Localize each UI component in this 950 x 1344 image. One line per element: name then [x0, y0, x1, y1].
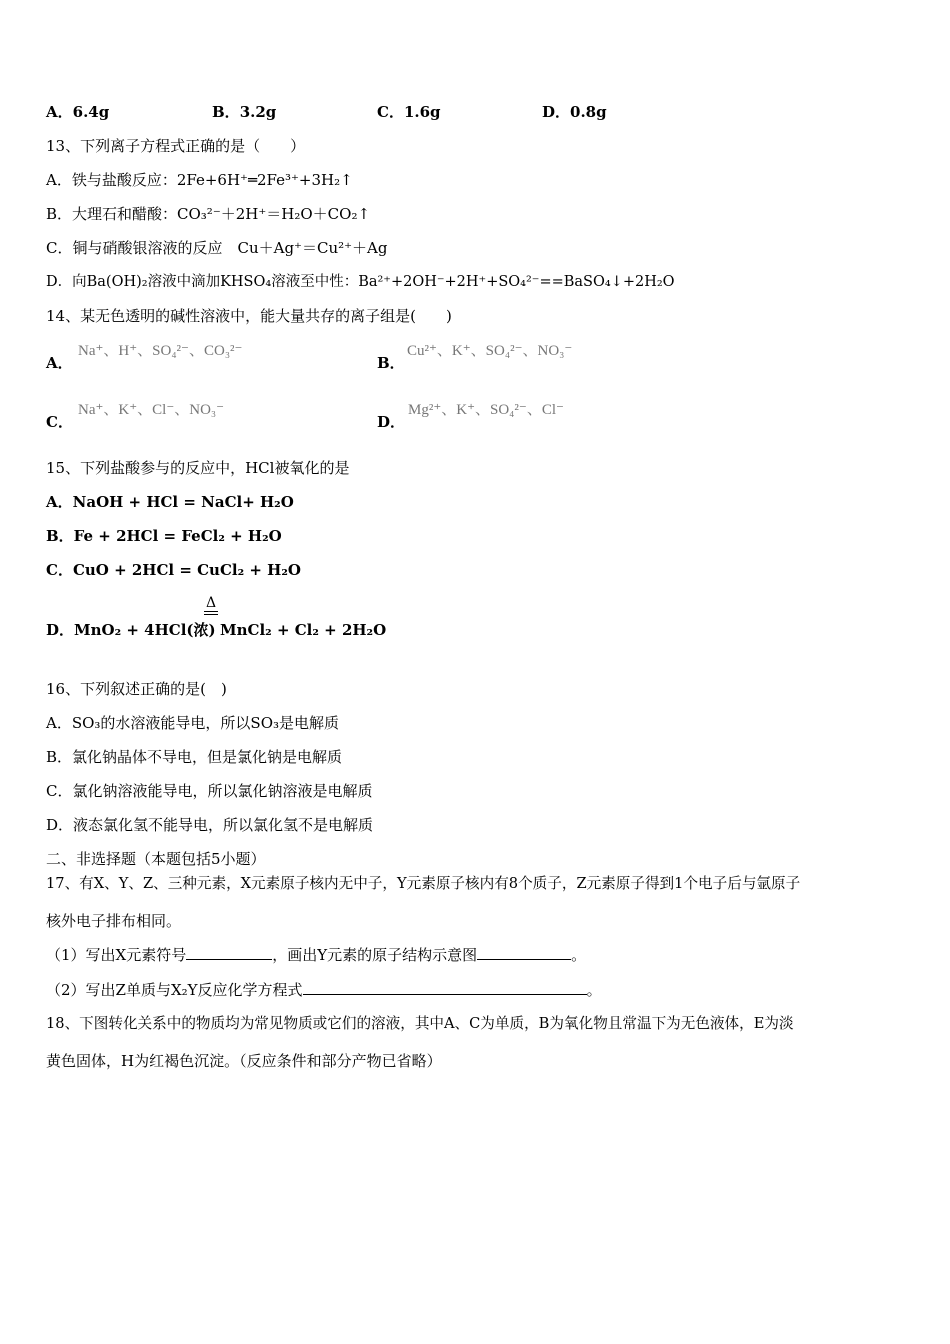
q17-part-1-middle: ，画出Y元素的原子结构示意图: [272, 946, 478, 964]
option-letter: D．: [542, 103, 571, 121]
q15-option-d-right: MnCl₂ + Cl₂ + 2H₂O: [220, 621, 387, 639]
q12-option-d: [542, 102, 607, 122]
q16-option-b: B．氯化钠晶体不导电，但是氯化钠是电解质: [46, 748, 343, 766]
q14-option-d-ions: Mg²⁺、K⁺、SO₄²⁻、Cl⁻: [408, 402, 564, 418]
q14-option-b-ions: Cu²⁺、K⁺、SO₄²⁻、NO₃⁻: [407, 343, 573, 359]
q15-option-b: B．Fe + 2HCl = FeCl₂ + H₂O: [46, 527, 282, 545]
q14-option-a-letter: A．: [46, 354, 73, 372]
heat-condition: [202, 596, 220, 615]
answer-blank-3[interactable]: [303, 980, 587, 995]
q15-stem: 15、下列盐酸参与的反应中，HCl被氧化的是: [46, 459, 350, 477]
option-letter: B．: [212, 103, 240, 121]
option-text: 3.2g: [239, 103, 277, 121]
option-text: 1.6g: [403, 103, 441, 121]
q17-part-1-prefix: （1）写出X元素符号: [46, 946, 187, 964]
q17-line-1: 17、有X、Y、Z、三种元素，X元素原子核内无中子，Y元素原子核内有8个质子，Z元素原子得到1个电子后与氩原子: [46, 875, 801, 892]
q16-option-d: D．液态氯化氢不能导电，所以氯化氢不是电解质: [46, 816, 374, 834]
q16-stem: 16、下列叙述正确的是( ): [46, 680, 227, 698]
q14-option-b-letter: B．: [377, 354, 405, 372]
q14-option-d-letter: D．: [377, 413, 406, 431]
q14-stem: 14、某无色透明的碱性溶液中，能大量共存的离子组是( ): [46, 307, 452, 325]
q12-option-b: [212, 102, 276, 122]
q17-part-1-end: 。: [571, 946, 587, 964]
q17-part-2-end: 。: [586, 981, 602, 999]
option-text: 6.4g: [72, 103, 110, 121]
q13-option-a: A．铁与盐酸反应：2Fe+6H⁺═2Fe³⁺+3H₂↑: [46, 171, 353, 189]
q14-option-a-ions: Na⁺、H⁺、SO₄²⁻、CO₃²⁻: [78, 343, 243, 359]
q13-option-b: B．大理石和醋酸：CO₃²⁻＋2H⁺＝H₂O＋CO₂↑: [46, 205, 371, 223]
q17-part-2: [46, 980, 602, 1000]
q15-option-a: A．NaOH + HCl = NaCl+ H₂O: [46, 493, 294, 511]
answer-blank-1[interactable]: [186, 945, 272, 960]
q18-line-1: 18、下图转化关系中的物质均为常见物质或它们的溶液，其中A、C为单质，B为氧化物且常温下为无色液体，E为淡: [46, 1015, 794, 1032]
q15-option-c: C．CuO + 2HCl = CuCl₂ + H₂O: [46, 561, 301, 579]
q13-stem: 13、下列离子方程式正确的是（ ）: [46, 137, 306, 155]
option-text: 0.8g: [570, 103, 607, 121]
q16-option-c: C．氯化钠溶液能导电，所以氯化钠溶液是电解质: [46, 782, 373, 800]
q15-option-d-left: D．MnO₂ + 4HCl(浓): [46, 621, 216, 639]
q14-option-c-letter: C．: [46, 413, 73, 431]
q12-option-c: [377, 102, 441, 122]
q13-option-d: D．向Ba(OH)₂溶液中滴加KHSO₄溶液至中性：Ba²⁺+2OH⁻+2H⁺+SO₄²⁻==BaSO₄↓+2H₂O: [46, 274, 675, 290]
option-letter: A．: [46, 103, 73, 121]
answer-blank-2[interactable]: [477, 945, 571, 960]
q17-line-2: 核外电子排布相同。: [46, 912, 182, 930]
section-title: 二、非选择题（本题包括5小题）: [46, 850, 266, 868]
q13-option-c: C．铜与硝酸银溶液的反应 Cu＋Ag⁺＝Cu²⁺＋Ag: [46, 239, 388, 257]
q17-part-1: [46, 945, 586, 965]
option-letter: C．: [377, 103, 404, 121]
q17-part-2-prefix: （2）写出Z单质与X₂Y反应化学方程式: [46, 981, 303, 999]
q12-option-a: [46, 102, 109, 122]
heat-symbol: Δ: [205, 595, 217, 611]
q18-line-2: 黄色固体，H为红褐色沉淀。（反应条件和部分产物已省略）: [46, 1052, 442, 1070]
equals-sign-icon: [204, 611, 218, 615]
q16-option-a: A．SO₃的水溶液能导电，所以SO₃是电解质: [46, 714, 340, 732]
q14-option-c-ions: Na⁺、K⁺、Cl⁻、NO₃⁻: [78, 402, 225, 418]
